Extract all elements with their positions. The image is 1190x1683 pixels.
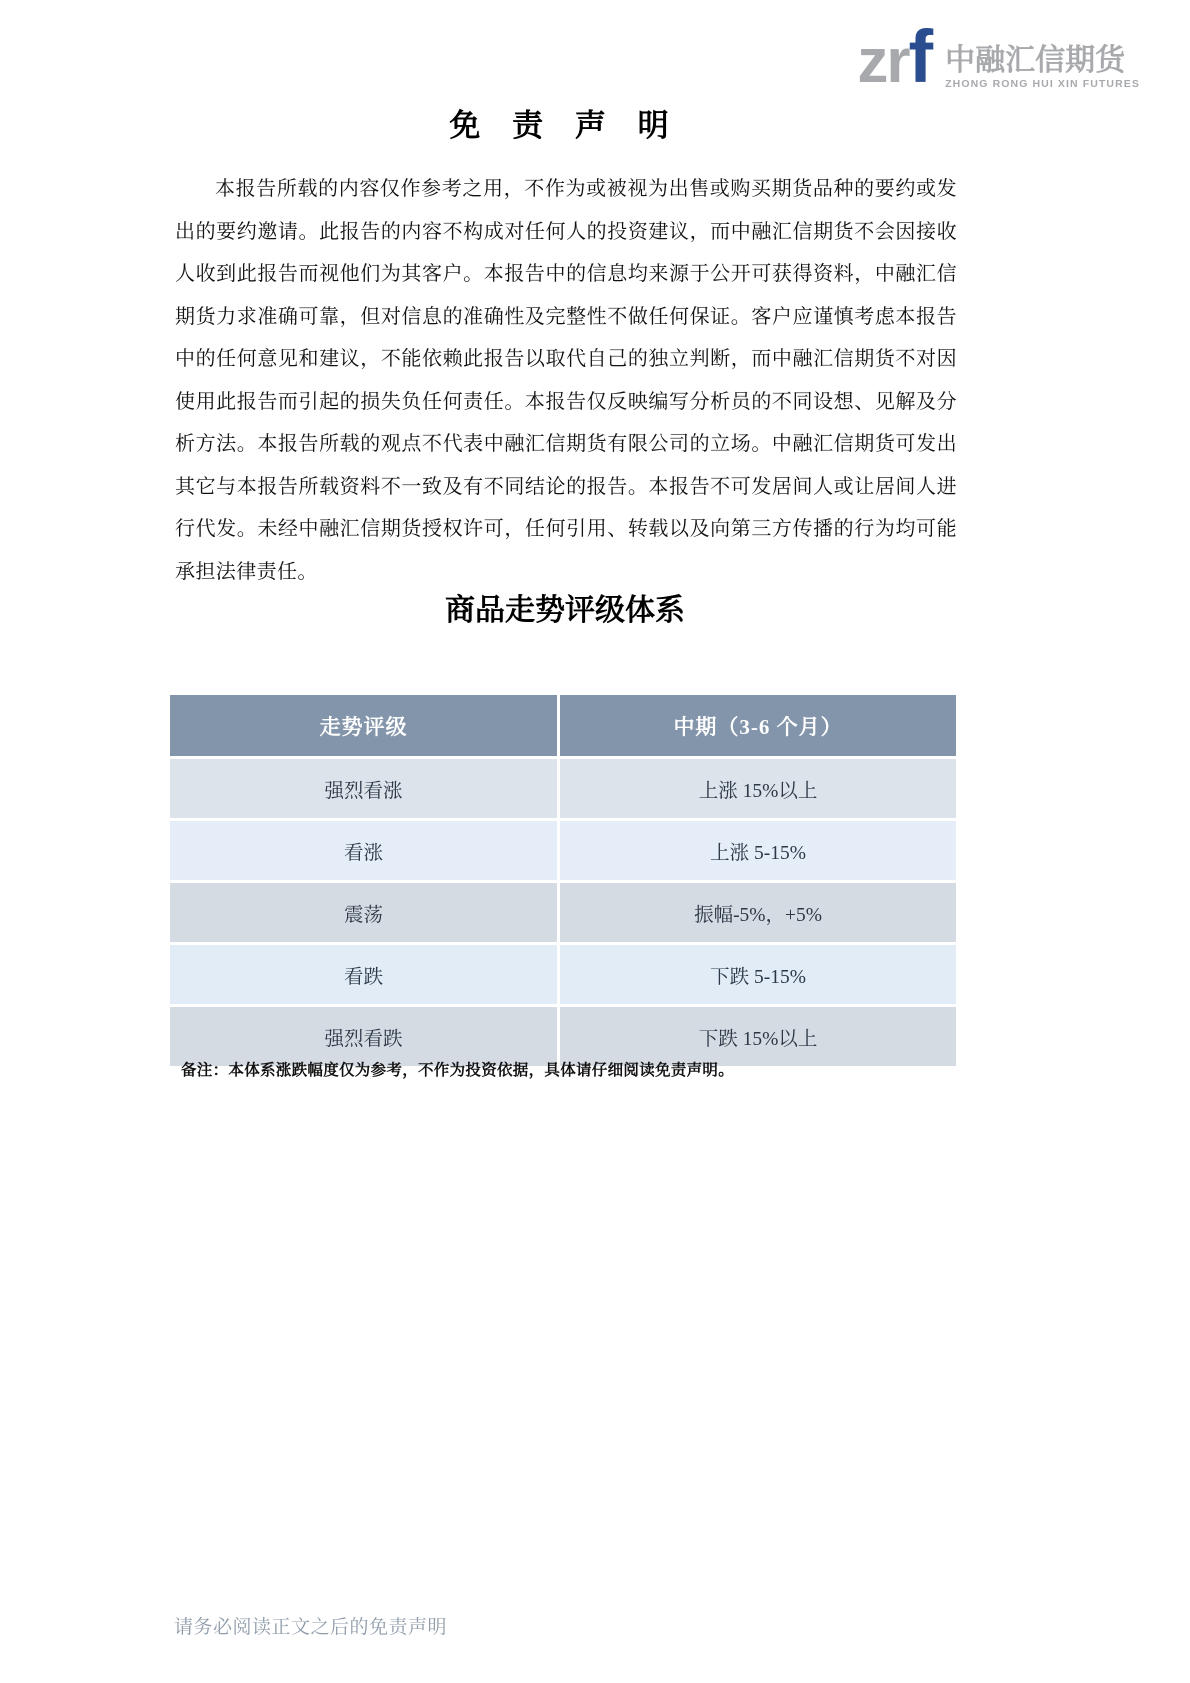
logo-zr-letters: zr: [857, 27, 909, 96]
range-cell: 下跌 15%以上: [560, 1007, 956, 1066]
range-cell: 上涨 15%以上: [560, 759, 956, 818]
range-cell: 上涨 5-15%: [560, 821, 956, 880]
table-row: [170, 883, 956, 942]
range-cell: 下跌 5-15%: [560, 945, 956, 1004]
page-title: 免 责 声 明: [449, 108, 681, 143]
rating-section-title: 商品走势评级体系: [445, 594, 685, 627]
logo-f-letter: f: [908, 15, 932, 98]
company-name-en: ZHONG RONG HUI XIN FUTURES: [945, 78, 1140, 91]
rating-cell: 震荡: [170, 883, 560, 942]
header-cell-midterm: 中期（3-6 个月）: [560, 695, 956, 756]
zrf-logo-mark: [857, 15, 932, 98]
table-row: [170, 759, 956, 818]
footer-disclaimer-reminder: 请务必阅读正文之后的免责声明: [174, 1617, 448, 1638]
rating-table-body: [170, 759, 956, 1066]
rating-table: [170, 692, 956, 1069]
rating-table-head: [170, 695, 956, 756]
company-name-cn: 中融汇信期货: [945, 43, 1126, 77]
rating-cell: 强烈看涨: [170, 759, 560, 818]
company-logo: [857, 15, 1140, 98]
rating-cell: 看跌: [170, 945, 560, 1004]
disclaimer-paragraph: 本报告所载的内容仅作参考之用，不作为或被视为出售或购买期货品种的要约或发出的要约邀请。此报告的内容不构成对任何人的投资建议，而中融汇信期货不会因接收人收到此报告而视他们为其客户。本报告中的信息均来源于公开可获得资料，中融汇信期货力求准确可靠，但对信息的准确性及完整性不做任何保证。客户应谨慎考虑本报告中的任何意见和建议，不能依赖此报告以取代自己的独立判断，而中融汇信期货不对因使用此报告而引起的损失负任何责任。本报告仅反映编写分析员的不同设想、见解及分析方法。本报告所载的观点不代表中融汇信期货有限公司的立场。中融汇信期货可发出其它与本报告所载资料不一致及有不同结论的报告。本报告不可发居间人或让居间人进行代发。未经中融汇信期货授权许可，任何引用、转载以及向第三方传播的行为均可能承担法律责任。: [175, 178, 957, 583]
header-cell-rating: 走势评级: [170, 695, 560, 756]
rating-cell: 强烈看跌: [170, 1007, 560, 1066]
table-note: 备注：本体系涨跌幅度仅为参考，不作为投资依据，具体请仔细阅读免责声明。: [181, 1062, 735, 1079]
range-cell: 振幅-5%，+5%: [560, 883, 956, 942]
rating-cell: 看涨: [170, 821, 560, 880]
table-row: [170, 821, 956, 880]
table-row: [170, 945, 956, 1004]
company-name-block: [945, 45, 1140, 93]
table-header-row: [170, 695, 956, 756]
